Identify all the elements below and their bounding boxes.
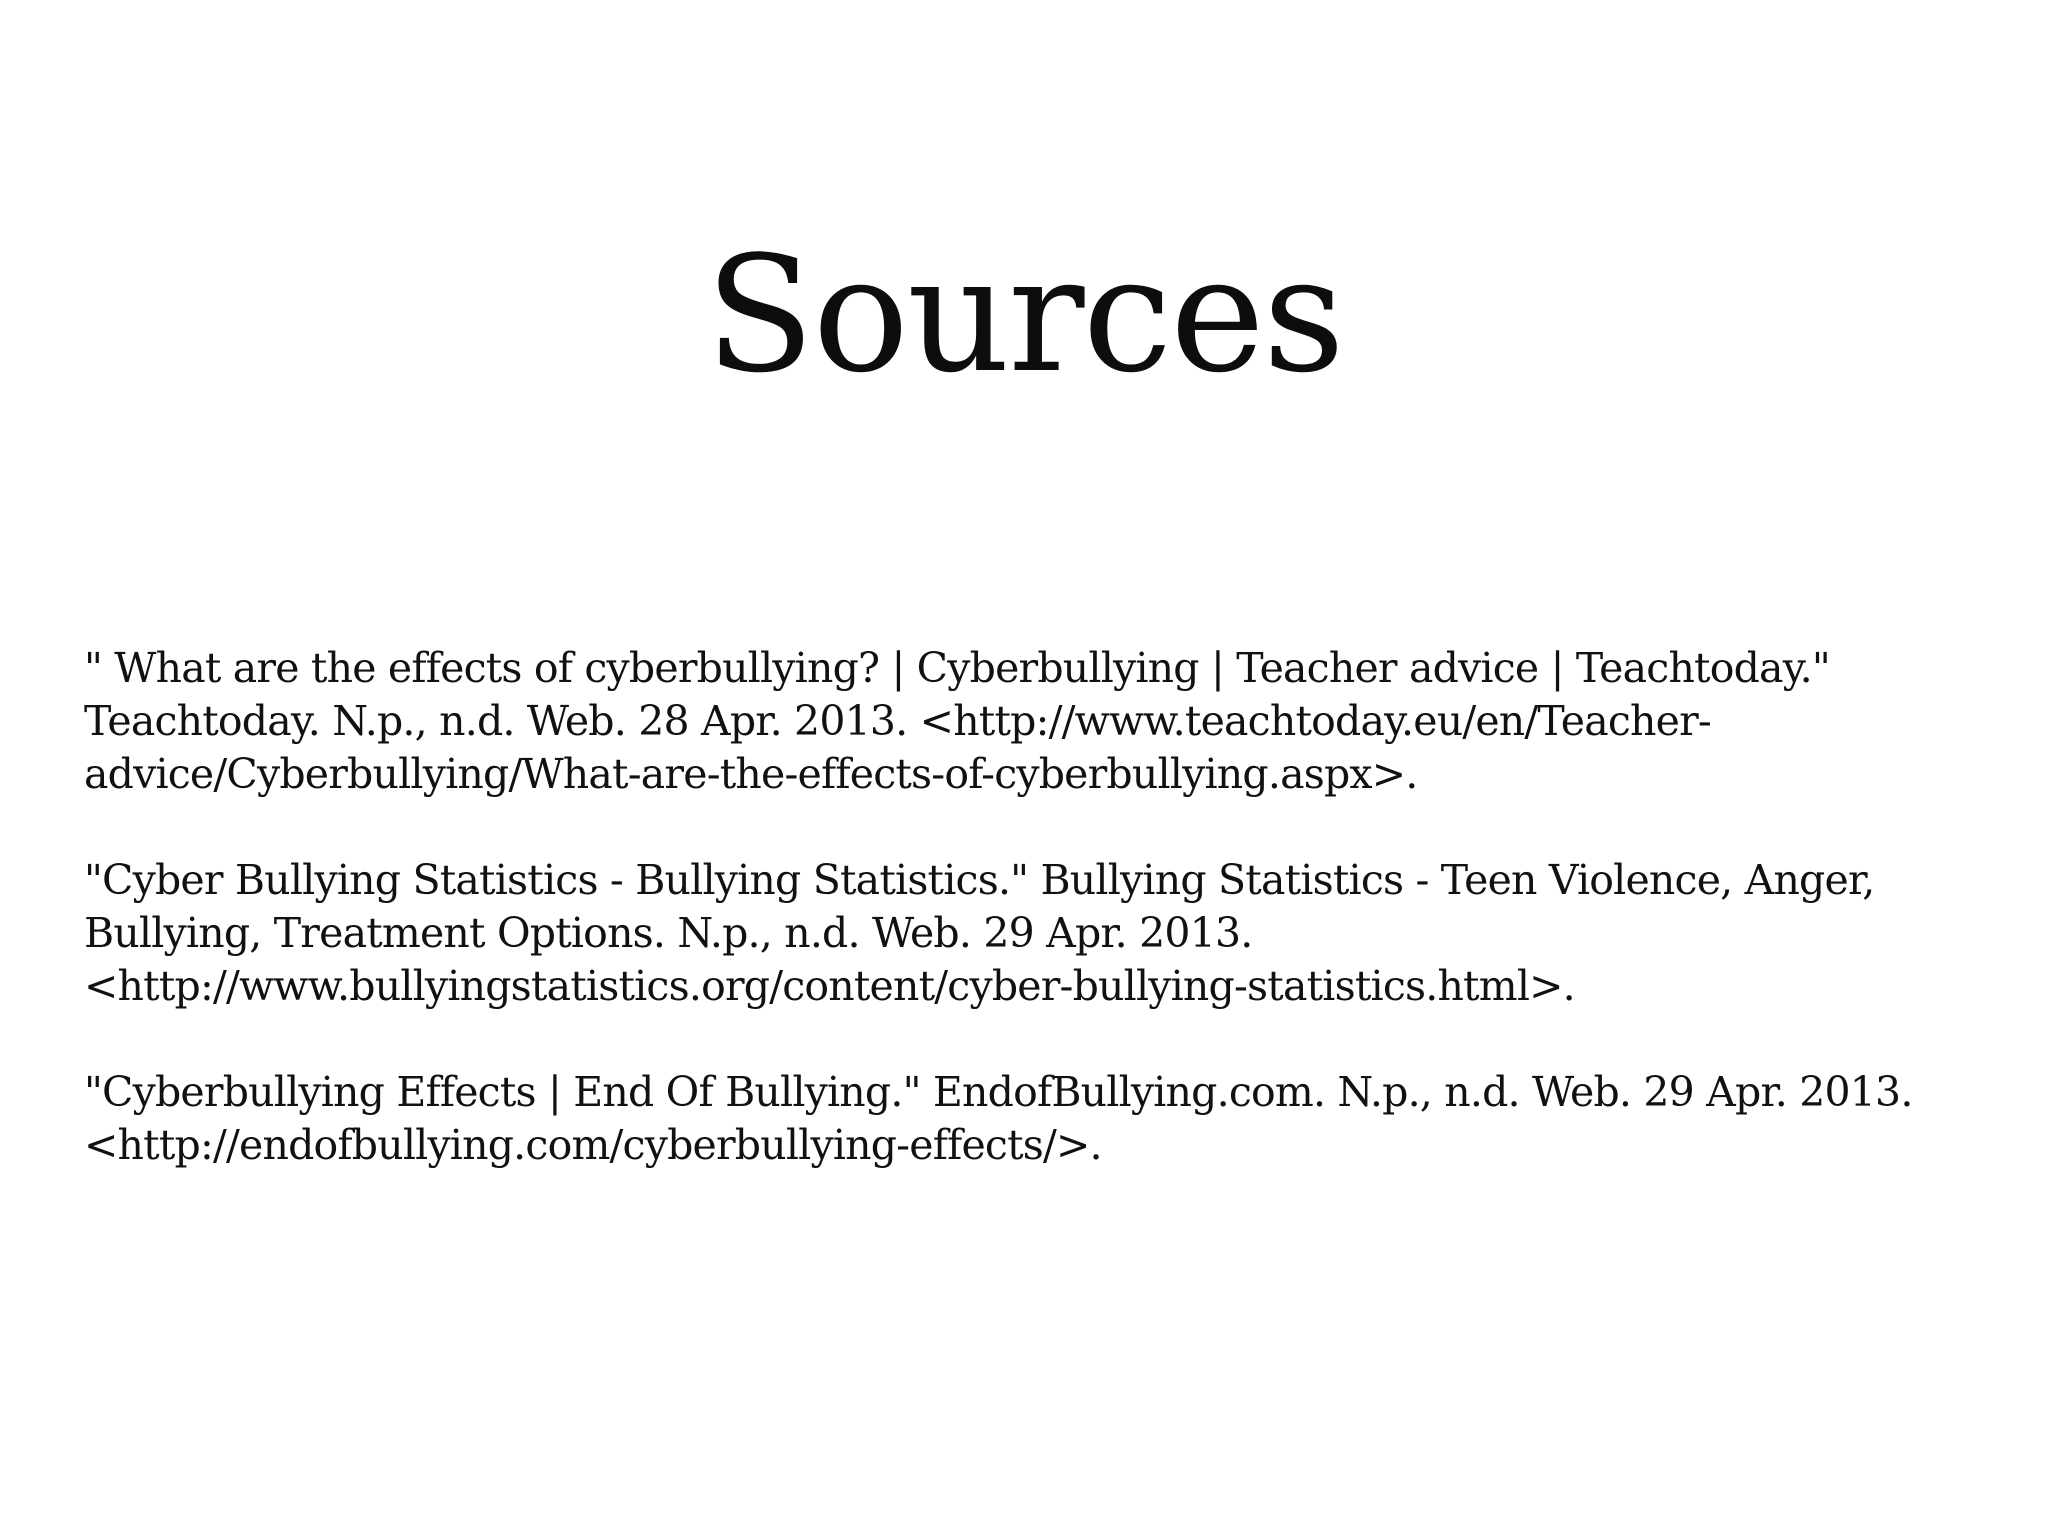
citation-3 (84, 1066, 1964, 1172)
sources-list (84, 642, 1964, 1225)
citation-1 (84, 642, 1964, 801)
slide-title: Sources (705, 221, 1343, 408)
citation-2-line-3: <http://www.bullyingstatistics.org/content/cyber-bullying-statistics.html>. (84, 962, 1575, 1010)
citation-1-line-3: advice/Cyberbullying/What-are-the-effects-of-cyberbullying.aspx>. (84, 750, 1418, 798)
citation-3-line-1: "Cyberbullying Effects | End Of Bullying." EndofBullying.com. N.p., n.d. Web. 29 Apr. 2013. (84, 1068, 1913, 1116)
citation-2-line-2: Bullying, Treatment Options. N.p., n.d. Web. 29 Apr. 2013. (84, 909, 1253, 957)
citation-2 (84, 854, 1964, 1013)
citation-1-line-1: " What are the effects of cyberbullying? | Cyberbullying | Teacher advice | Teachtoday." (84, 644, 1830, 692)
citation-2-line-1: "Cyber Bullying Statistics - Bullying Statistics." Bullying Statistics - Teen Violence, Anger, (84, 856, 1875, 904)
citation-1-line-2: Teachtoday. N.p., n.d. Web. 28 Apr. 2013. <http://www.teachtoday.eu/en/Teacher- (84, 697, 1711, 745)
citation-3-line-2: <http://endofbullying.com/cyberbullying-effects/>. (84, 1121, 1102, 1169)
